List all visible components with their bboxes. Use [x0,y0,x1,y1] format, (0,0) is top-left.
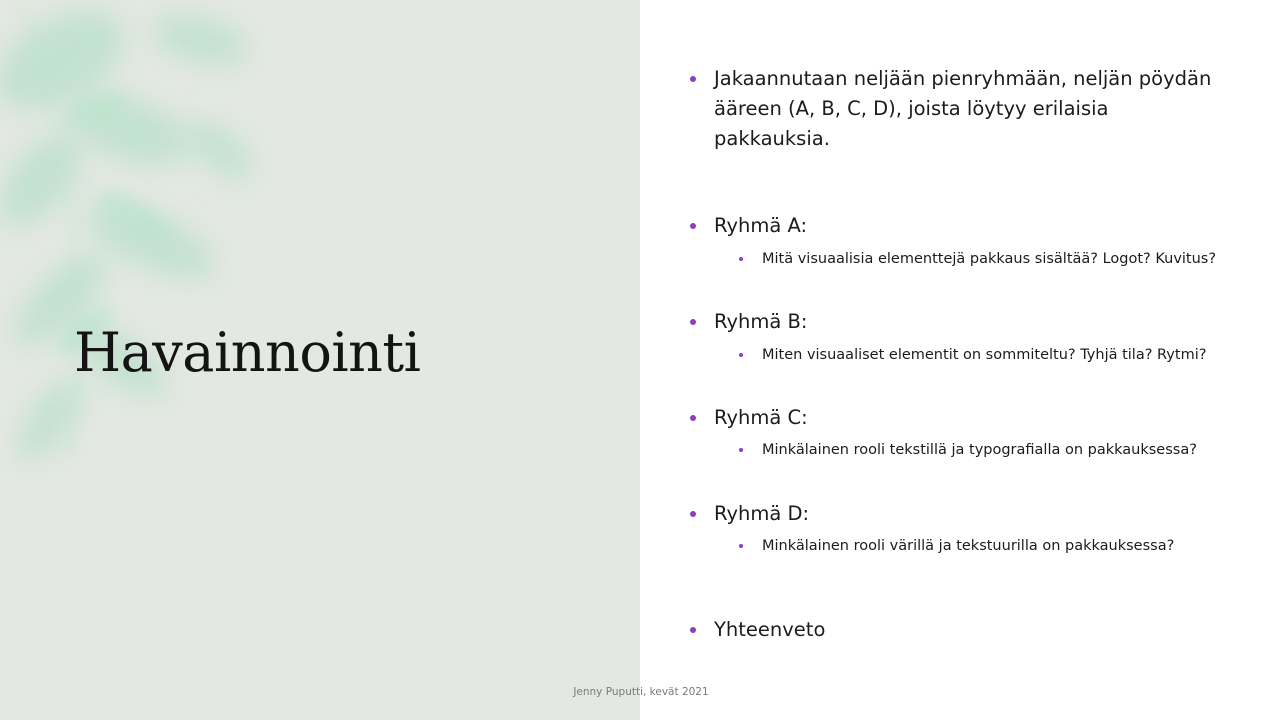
bullet-group-d [714,499,1214,529]
bullet-text: Yhteenveto [714,618,826,641]
bullet-group-c [714,403,1214,433]
bullet-text: Jakaannutaan neljään pienryhmään, neljän pöydän ääreen (A, B, C, D), joista löytyy erilaisia pakkauksia. [714,67,1212,150]
sub-bullet-dot-icon [739,448,743,452]
bullet-text: Ryhmä C: [714,406,808,429]
sub-bullet-group-d [762,534,1217,558]
sub-bullet-text: Mitä visuaalisia elementtejä pakkaus sisältää? Logot? Kuvitus? [762,251,1217,267]
bullet-summary [714,615,1214,645]
bullet-intro [714,64,1214,154]
bullet-group-a [714,211,1214,241]
sub-bullet-dot-icon [739,544,743,548]
bullet-dot-icon [690,223,696,229]
bullet-text: Ryhmä B: [714,310,808,333]
sub-bullet-group-b [762,343,1217,367]
slide-footer: Jenny Puputti, kevät 2021 [573,686,709,698]
sub-bullet-group-c [762,438,1217,462]
bullet-dot-icon [690,415,696,421]
bullet-text: Ryhmä A: [714,214,808,237]
sub-bullet-text: Minkälainen rooli tekstillä ja typografialla on pakkauksessa? [762,442,1197,458]
sub-bullet-text: Miten visuaaliset elementit on sommiteltu? Tyhjä tila? Rytmi? [762,347,1207,363]
sub-bullet-dot-icon [739,353,743,357]
bullet-dot-icon [690,319,696,325]
bullet-dot-icon [690,627,696,633]
bullet-dot-icon [690,511,696,517]
bullet-group-b [714,307,1214,337]
slide-title: Havainnointi [74,321,421,384]
sub-bullet-dot-icon [739,257,743,261]
bullet-dot-icon [690,76,696,82]
sub-bullet-text: Minkälainen rooli värillä ja tekstuurilla on pakkauksessa? [762,538,1175,554]
bullet-text: Ryhmä D: [714,502,810,525]
sub-bullet-group-a [762,247,1217,271]
